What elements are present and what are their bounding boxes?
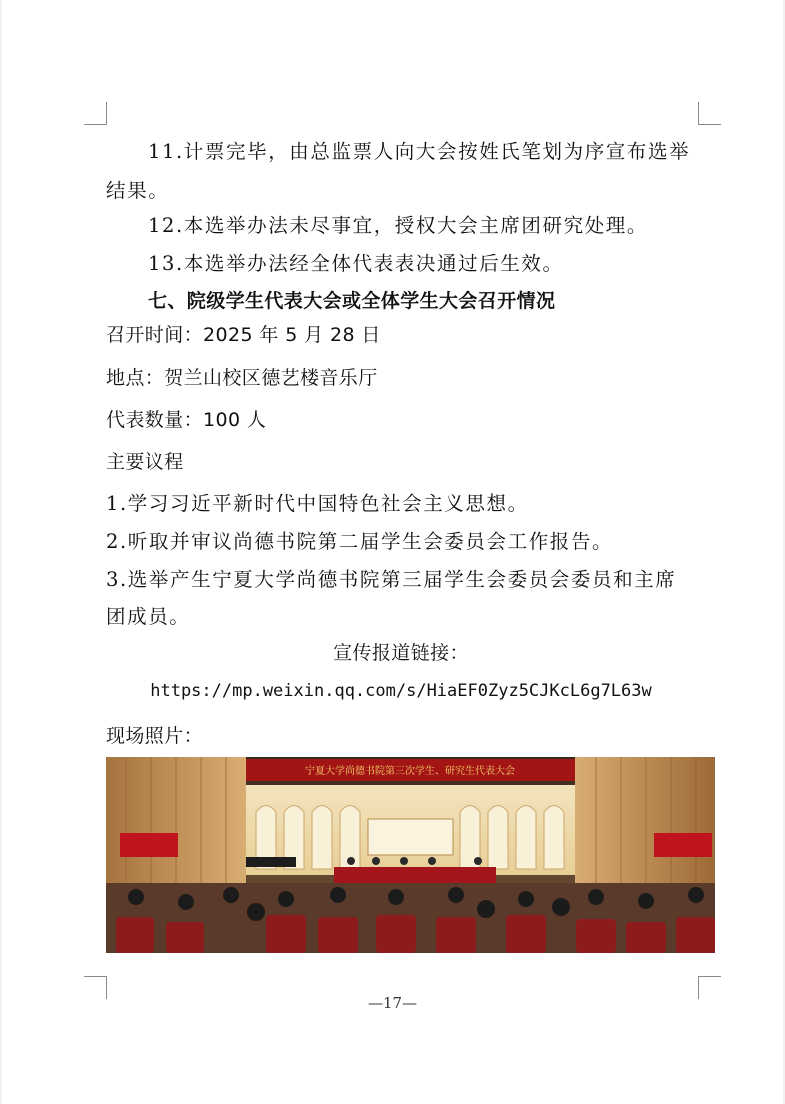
item-12: 12.本选举办法未尽事宜，授权大会主席团研究处理。 [148, 214, 649, 237]
agenda-item-3-line-2: 团成员。 [106, 605, 191, 628]
venue-photo [106, 757, 715, 953]
agenda-item-3-line-1: 3.选举产生宁夏大学尚德书院第三届学生会委员会委员和主席 [106, 568, 677, 591]
meeting-place: 地点：贺兰山校区德艺楼音乐厅 [106, 367, 378, 389]
item-11-line-1: 11.计票完毕，由总监票人向大会按姓氏笔划为序宣布选举 [148, 140, 691, 163]
report-link[interactable]: https://mp.weixin.qq.com/s/HiaEF0Zyz5CJKcL6g7L63w [150, 681, 652, 701]
item-11-line-2: 结果。 [106, 179, 170, 202]
crop-mark-top-left [84, 102, 107, 125]
page-number: —17— [367, 994, 418, 1012]
agenda-title: 主要议程 [106, 451, 184, 473]
section-heading: 七、院级学生代表大会或全体学生大会召开情况 [148, 290, 556, 312]
stage-banner-text: 宁夏大学尚德书院第三次学生、研究生代表大会 [305, 766, 515, 777]
agenda-item-2: 2.听取并审议尚德书院第二届学生会委员会工作报告。 [106, 530, 614, 553]
photo-label: 现场照片： [106, 725, 204, 747]
link-label: 宣传报道链接： [333, 642, 469, 664]
item-13: 13.本选举办法经全体代表表决通过后生效。 [148, 252, 564, 275]
meeting-time: 召开时间：2025 年 5 月 28 日 [106, 324, 381, 346]
delegate-count: 代表数量：100 人 [106, 409, 267, 431]
crop-mark-top-right [698, 102, 721, 125]
agenda-item-1: 1.学习习近平新时代中国特色社会主义思想。 [106, 492, 529, 515]
